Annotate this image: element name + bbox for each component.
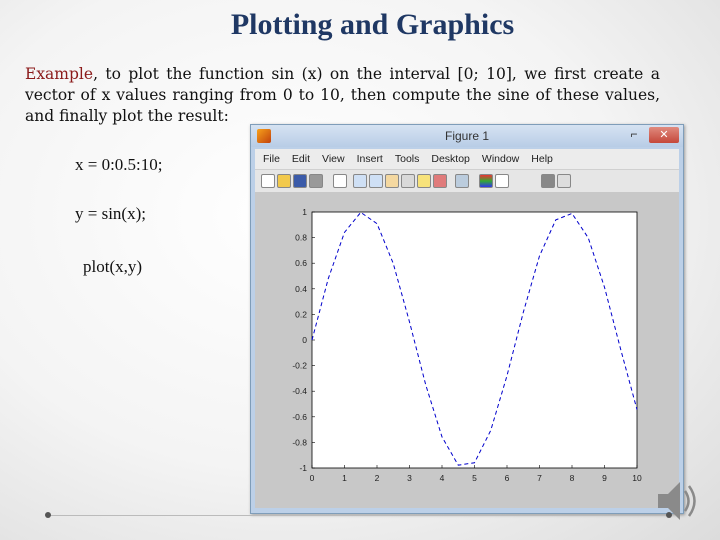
menu-tools[interactable]: Tools: [394, 153, 420, 165]
hide-tools-icon[interactable]: [541, 174, 555, 188]
plot-area: [255, 192, 679, 508]
x-tick-label: 4: [439, 473, 445, 483]
y-tick-label: -0.4: [292, 386, 307, 397]
x-tick-label: 5: [472, 473, 477, 483]
x-tick-label: 8: [569, 473, 575, 483]
menu-edit[interactable]: Edit: [291, 153, 311, 165]
y-tick-label: -0.8: [292, 437, 307, 448]
slide-title: Plotting and Graphics: [230, 8, 515, 41]
x-tick-label: 6: [504, 473, 510, 483]
new-icon[interactable]: [261, 174, 275, 188]
speaker-icon[interactable]: [654, 476, 704, 526]
code-line-1: x = 0:0.5:10;: [75, 155, 163, 174]
x-tick-label: 3: [407, 473, 412, 483]
zoom-out-icon[interactable]: [369, 174, 383, 188]
zoom-in-icon[interactable]: [353, 174, 367, 188]
y-tick-label: 0.8: [295, 232, 307, 243]
figure-window: [250, 124, 684, 514]
figure-titlebar[interactable]: [251, 125, 683, 147]
x-tick-label: 9: [602, 473, 607, 483]
figure-menubar: [255, 149, 679, 169]
x-tick-label: 0: [309, 473, 315, 483]
code-line-3: plot(x,y): [83, 257, 143, 276]
footer-rule: [48, 515, 670, 516]
y-tick-label: 0.6: [295, 258, 307, 269]
x-tick-label: 7: [537, 473, 542, 483]
colorbar-icon[interactable]: [479, 174, 493, 188]
intro-paragraph: [25, 64, 660, 127]
y-tick-label: 1: [302, 207, 307, 217]
intro-text: , to plot the function sin (x) on the interval [0; 10], we first create a vector of x values ranging from 0 to 10, then compute the sine of these values, and finally plot the result:: [25, 65, 660, 125]
y-tick-label: -0.6: [292, 411, 307, 422]
y-tick-label: 0.4: [295, 283, 307, 294]
intro-keyword: Example: [25, 65, 94, 83]
x-tick-label: 2: [374, 473, 380, 483]
footer-dot-left: [45, 512, 51, 518]
y-tick-label: 0: [302, 335, 307, 345]
link-icon[interactable]: [455, 174, 469, 188]
dock-icon[interactable]: [557, 174, 571, 188]
x-tick-label: 10: [632, 473, 642, 483]
menu-insert[interactable]: Insert: [356, 153, 383, 165]
axes-box: [312, 212, 637, 468]
menu-window[interactable]: Window: [481, 153, 520, 165]
data-cursor-icon[interactable]: [417, 174, 431, 188]
save-icon[interactable]: [293, 174, 307, 188]
pan-icon[interactable]: [385, 174, 399, 188]
legend-icon[interactable]: [495, 174, 509, 188]
figure-title: Figure 1: [444, 129, 490, 143]
brush-icon[interactable]: [433, 174, 447, 188]
y-tick-label: -1: [299, 463, 307, 473]
code-line-2: y = sin(x);: [75, 204, 146, 223]
figure-toolbar: [255, 169, 679, 193]
pointer-icon[interactable]: [333, 174, 347, 188]
print-icon[interactable]: [309, 174, 323, 188]
y-tick-label: 0.2: [295, 309, 307, 320]
menu-view[interactable]: View: [322, 153, 345, 165]
menu-desktop[interactable]: Desktop: [431, 153, 470, 165]
menu-help[interactable]: Help: [531, 153, 553, 165]
menu-file[interactable]: File: [263, 153, 280, 165]
y-tick-label: -0.2: [292, 360, 307, 371]
x-tick-label: 1: [342, 473, 347, 483]
sine-plot[interactable]: [255, 192, 679, 508]
rotate-icon[interactable]: [401, 174, 415, 188]
open-icon[interactable]: [277, 174, 291, 188]
minimize-button[interactable]: ⌐: [630, 127, 638, 141]
close-button[interactable]: ✕: [649, 127, 679, 143]
